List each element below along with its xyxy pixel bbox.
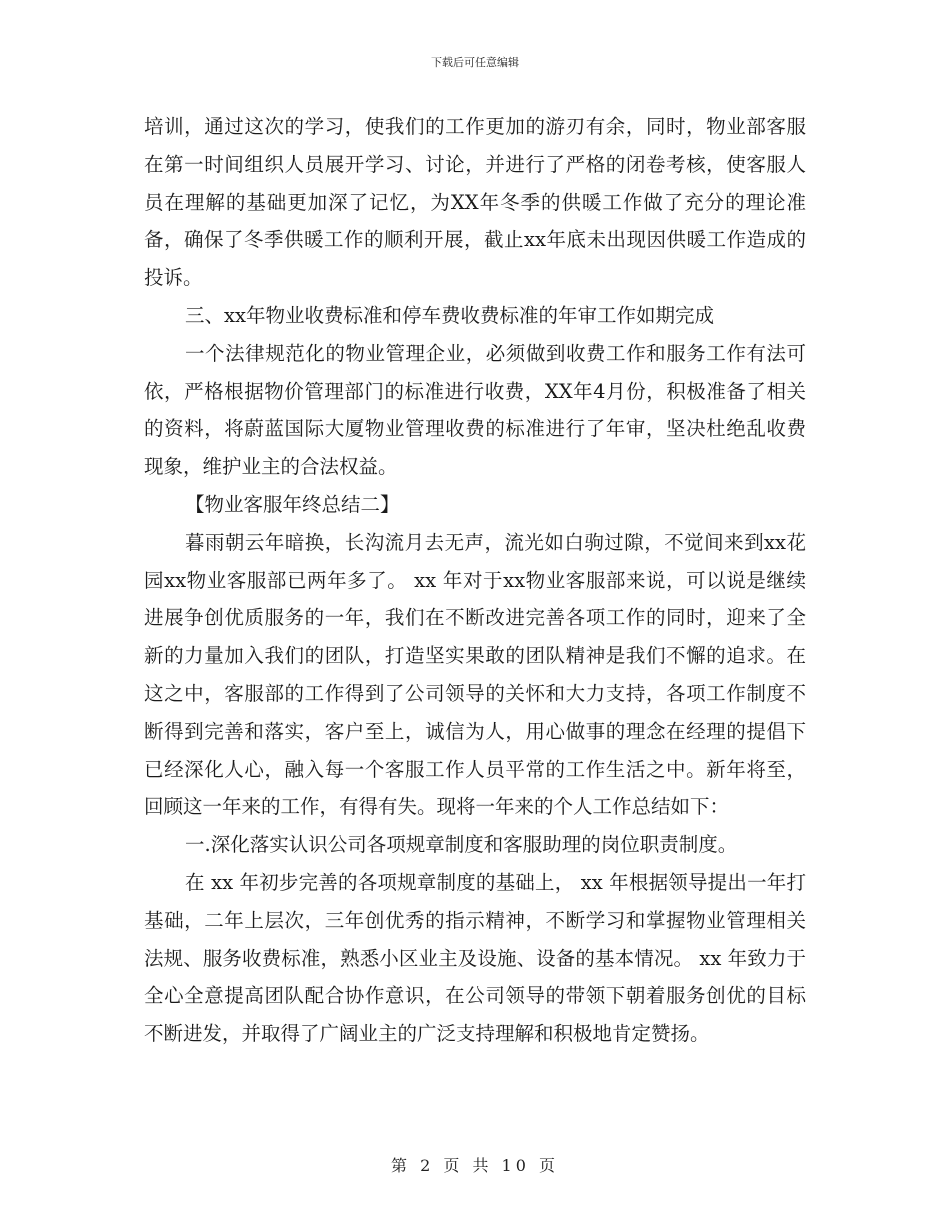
paragraph-rules: 在 xx 年初步完善的各项规章制度的基础上， xx 年根据领导提出一年打基础，二年上层次，三年创优秀的指示精神，不断学习和掌握物业管理相关法规、服务收费标准，熟悉小区业主及设施、设备的基本情况。 xx 年致力于全心全意提高团队配合协作意识，在公司领导的带领下朝着服务创优的目标不断进发，并取得了广阔业主的广泛支持理解和积极地肯定赞扬。 xyxy=(144,870,806,1046)
section-heading-three: 三、xx年物业收费标准和停车费收费标准的年审工作如期完成 xyxy=(185,303,714,327)
section-title-summary-two: 【物业客服年终总结二】 xyxy=(185,492,400,516)
page-number: 第 2 页 共 10 页 xyxy=(391,1156,559,1175)
document-body xyxy=(144,108,806,1053)
paragraph-continuation: 培训，通过这次的学习，使我们的工作更加的游刃有余，同时，物业部客服在第一时间组织人员展开学习、讨论，并进行了严格的闭卷考核，使客服人员在理解的基础更加深了记忆，为XX年冬季的供暖工作做了充分的理论准备，确保了冬季供暖工作的顺利开展，截止xx年底未出现因供暖工作造成的投诉。 xyxy=(144,115,806,290)
paragraph-fee-review: 一个法律规范化的物业管理企业，必须做到收费工作和服务工作有法可依，严格根据物价管理部门的标准进行收费，XX年4月份，积极准备了相关的资料，将蔚蓝国际大厦物业管理收费的标准进行了年审，坚决杜绝乱收费现象，维护业主的合法权益。 xyxy=(144,341,806,479)
section-heading-one: 一.深化落实认识公司各项规章制度和客服助理的岗位职责制度。 xyxy=(185,833,738,857)
page-header: 下载后可任意编辑 xyxy=(431,56,519,69)
paragraph-intro: 暮雨朝云年暗换，长沟流月去无声，流光如白驹过隙，不觉间来到xx花园xx物业客服部已两年多了。 xx 年对于xx物业客服部来说，可以说是继续进展争创优质服务的一年，我们在不断改进完善各项工作的同时，迎来了全新的力量加入我们的团队，打造坚实果敢的团队精神是我们不懈的追求。在这之中，客服部的工作得到了公司领导的关怀和大力支持，各项工作制度不断得到完善和落实，客户至上，诚信为人，用心做事的理念在经理的提倡下已经深化人心，融入每一个客服工作人员平常的工作生活之中。新年将至，回顾这一年来的工作，有得有失。现将一年来的个人工作总结如下： xyxy=(144,530,806,819)
